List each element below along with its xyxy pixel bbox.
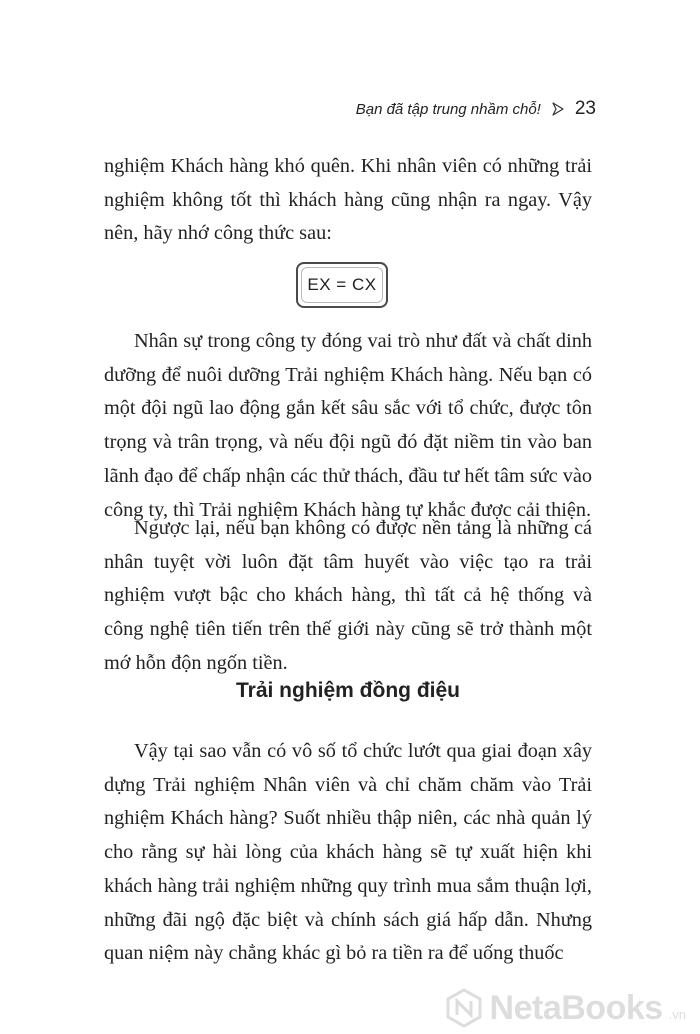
- section-heading: Trải nghiệm đồng điệu: [235, 679, 460, 702]
- watermark-text: NetaBooks: [489, 988, 663, 1027]
- chevron-right-outline-icon: [551, 102, 565, 116]
- paragraph-continuation: [104, 150, 592, 251]
- paragraph-block-4: [104, 735, 592, 971]
- netabooks-logo-icon: [444, 988, 484, 1028]
- paragraph-2: Nhân sự trong công ty đóng vai trò như đất và chất dinh dưỡng để nuôi dưỡng Trải nghiệm Khách hàng. Nếu bạn có một đội ngũ lao động gắn kết sâu sắc với tổ chức, được tôn trọng và trân trọng, và nếu đội ngũ đó đặt niềm tin vào ban lãnh đạo để chấp nhận các thử thách, đầu tư hết tâm sức vào công ty, thì Trải nghiệm Khách hàng tự khắc được cải thiện.: [104, 330, 592, 521]
- paragraph-1: nghiệm Khách hàng khó quên. Khi nhân viên có những trải nghiệm không tốt thì khách hàng cũng nhận ra ngay. Vậy nên, hãy nhớ công thức sau:: [104, 155, 592, 245]
- running-header: [356, 94, 596, 124]
- formula-box: [296, 262, 388, 308]
- running-title: Bạn đã tập trung nhầm chỗ!: [355, 100, 541, 118]
- paragraph-block-3: [104, 512, 592, 681]
- watermark-suffix: .vn: [668, 1007, 686, 1022]
- formula-text: EX = CX: [307, 275, 377, 294]
- paragraph-block-2: [104, 325, 592, 527]
- page-number: 23: [574, 98, 596, 119]
- paragraph-4: Vậy tại sao vẫn có vô số tổ chức lướt qua giai đoạn xây dựng Trải nghiệm Nhân viên và chỉ chăm chăm vào Trải nghiệm Khách hàng? Suốt nhiều thập niên, các nhà quản lý cho rằng sự hài lòng của khách hàng sẽ tự xuất hiện khi khách hàng trải nghiệm những quy trình mua sắm thuận lợi, những đãi ngộ đặc biệt và chính sách giá hấp dẫn. Nhưng quan niệm này chẳng khác gì bỏ ra tiền ra để uống thuốc: [104, 740, 592, 965]
- paragraph-3: Ngược lại, nếu bạn không có được nền tảng là những cá nhân tuyệt vời luôn đặt tâm huyết vào việc tạo ra trải nghiệm vượt bậc cho khách hàng, thì tất cả hệ thống và công nghệ tiên tiến trên thế giới này cũng sẽ trở thành một mớ hỗn độn ngốn tiền.: [104, 517, 592, 674]
- watermark: [444, 988, 686, 1028]
